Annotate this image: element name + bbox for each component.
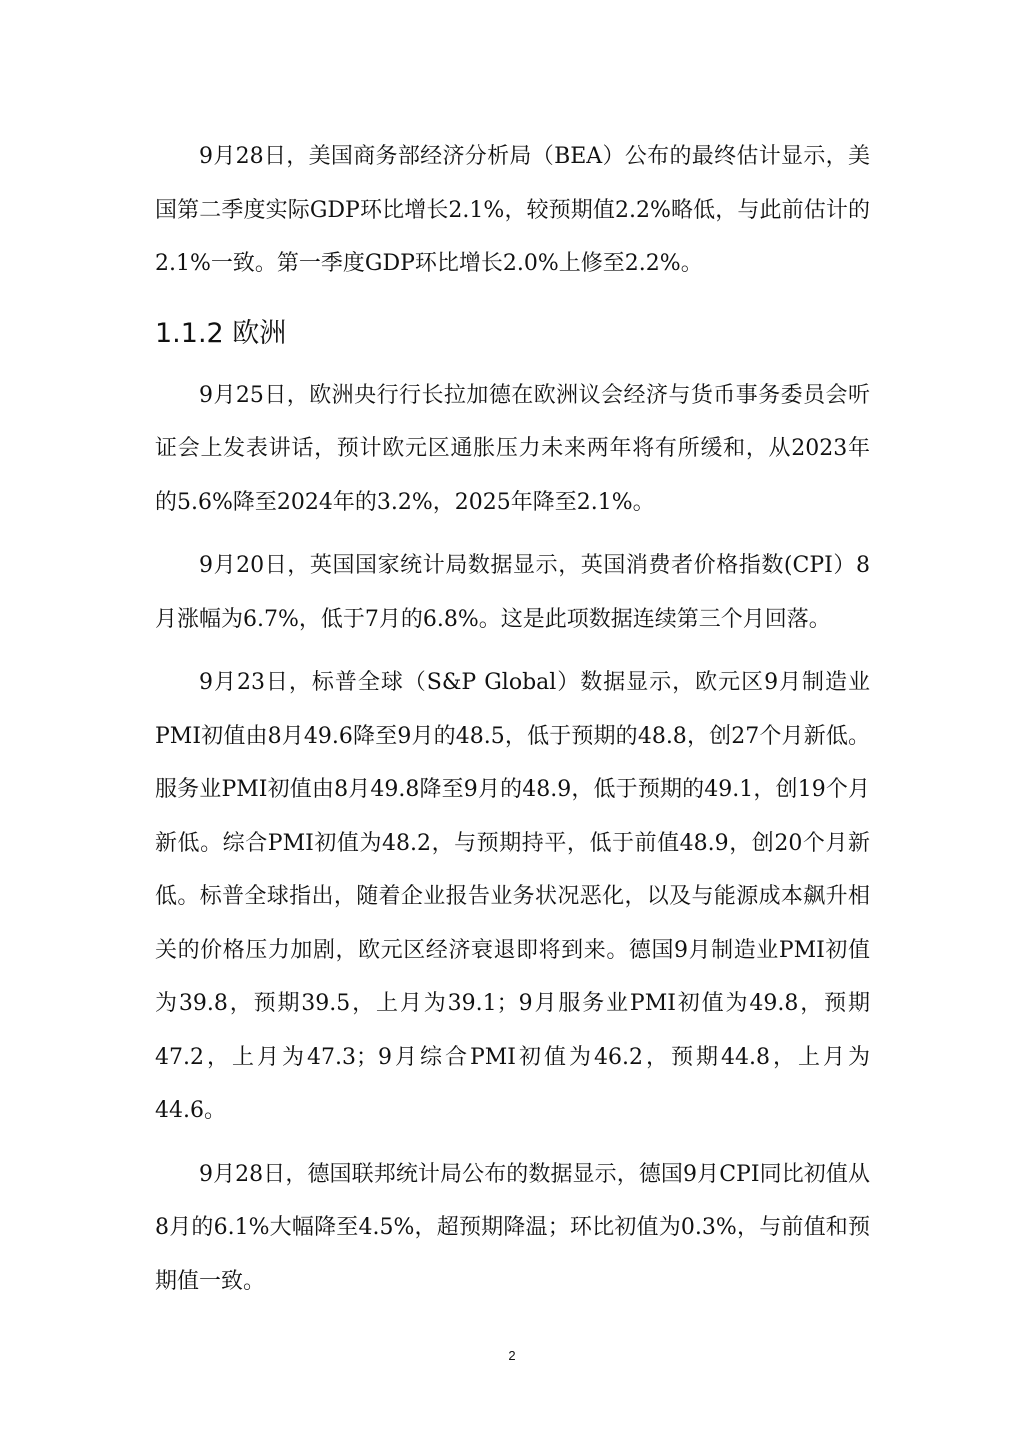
paragraph-us-gdp: 9月28日，美国商务部经济分析局（BEA）公布的最终估计显示，美国第二季度实际GDP环比增长2.1%，较预期值2.2%略低，与此前估计的2.1%一致。第一季度GDP环比增长2.0%上修至2.2%。 <box>155 144 870 276</box>
paragraph-uk-cpi: 9月20日，英国国家统计局数据显示，英国消费者价格指数(CPI）8月涨幅为6.7%，低于7月的6.8%。这是此项数据连续第三个月回落。 <box>155 553 870 632</box>
document-body <box>155 130 870 1308</box>
section-heading-europe: 1.1.2 欧洲 <box>155 317 287 349</box>
paragraph-eurozone-pmi: 9月23日，标普全球（S&P Global）数据显示，欧元区9月制造业PMI初值由8月49.6降至9月的48.5，低于预期的48.8，创27个月新低。服务业PMI初值由8月49.8降至9月的48.9，低于预期的49.1，创19个月新低。综合PMI初值为48.2，与预期持平，低于前值48.9，创20个月新低。标普全球指出，随着企业报告业务状况恶化，以及与能源成本飙升相关的价格压力加剧，欧元区经济衰退即将到来。德国9月制造业PMI初值为39.8，预期39.5，上月为39.1；9月服务业PMI初值为49.8，预期47.2，上月为47.3；9月综合PMI初值为46.2，预期44.8，上月为44.6。 <box>155 670 870 1123</box>
page-number: 2 <box>508 1348 516 1363</box>
paragraph-ecb-lagarde: 9月25日，欧洲央行行长拉加德在欧洲议会经济与货币事务委员会听证会上发表讲话，预计欧元区通胀压力未来两年将有所缓和，从2023年的5.6%降至2024年的3.2%，2025年降至2.1%。 <box>155 382 870 515</box>
paragraph-germany-cpi: 9月28日，德国联邦统计局公布的数据显示，德国9月CPI同比初值从8月的6.1%大幅降至4.5%，超预期降温；环比初值为0.3%，与前值和预期值一致。 <box>155 1161 870 1294</box>
